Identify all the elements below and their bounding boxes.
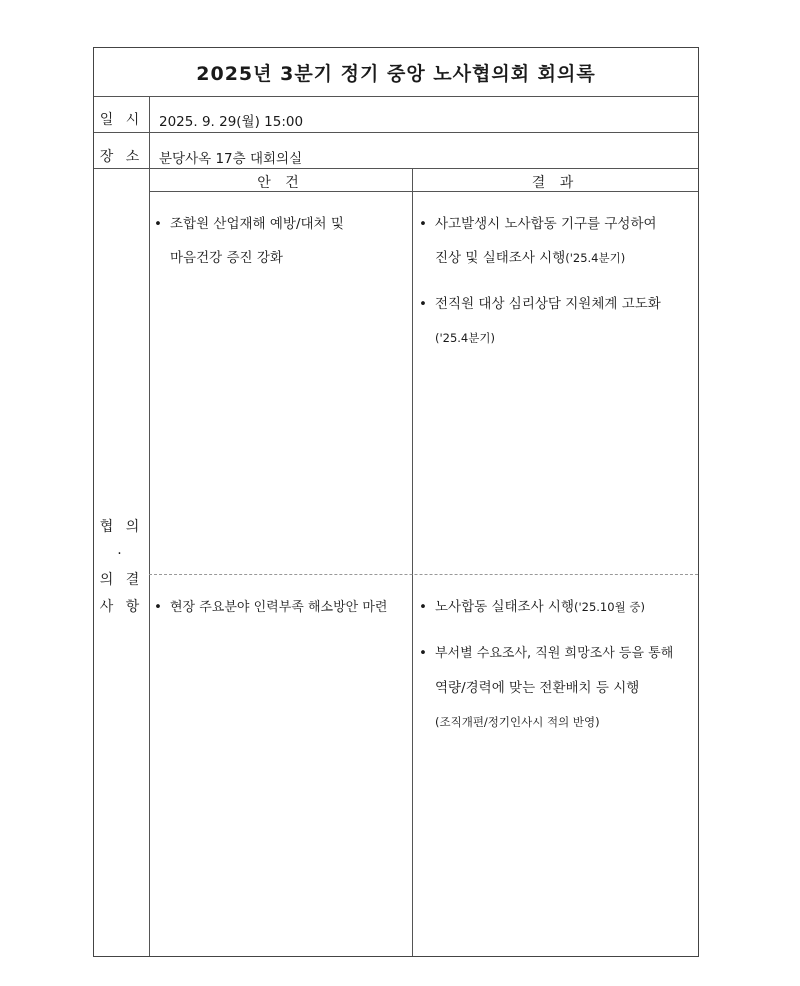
place-label: 장 소 <box>99 149 144 165</box>
agenda-text: 현장 주요분야 인력부족 해소방안 마련 <box>170 600 388 615</box>
result-text: 진상 및 실태조사 시행 <box>435 250 566 266</box>
result-text: 전직원 대상 심리상담 지원체계 고도화 <box>435 296 661 312</box>
date-label: 일 시 <box>99 112 144 128</box>
result-list <box>419 590 697 751</box>
agenda-text: 마음건강 증진 강화 <box>170 250 283 266</box>
result-column-header: 결 과 <box>531 175 579 191</box>
result-note: ('25.4분기) <box>435 331 495 345</box>
result-column-divider <box>412 168 413 956</box>
agenda-column-header: 안 건 <box>257 175 304 191</box>
result-text: 역량/경력에 맞는 전환배치 등 시행 <box>435 680 640 696</box>
agenda-item <box>154 590 409 625</box>
document-title: 2025년 3분기 정기 중앙 노사협의회 회의록 <box>196 62 596 85</box>
agenda-list <box>154 590 409 637</box>
section-divider <box>149 574 698 575</box>
side-label-line: 협 의 <box>99 519 144 535</box>
result-list <box>419 207 697 367</box>
result-text: 노사합동 실태조사 시행 <box>435 599 574 615</box>
result-text: 부서별 수요조사, 직원 희망조사 등을 통해 <box>435 646 674 661</box>
result-item <box>419 207 697 275</box>
result-note: (조직개편/정기인사시 적의 반영) <box>435 715 600 729</box>
result-item <box>419 590 697 624</box>
side-label-line: 사 항 <box>99 598 144 615</box>
result-item <box>419 636 697 739</box>
result-note: ('25.10월 중) <box>574 600 645 614</box>
side-label-line: 의 결 <box>99 572 144 589</box>
agenda-item <box>154 207 409 275</box>
label-column-divider <box>149 96 150 956</box>
date-value: 2025. 9. 29(월) 15:00 <box>159 114 304 130</box>
agenda-list <box>154 207 409 287</box>
divider <box>94 96 698 97</box>
result-note: ('25.4분기) <box>565 251 626 265</box>
minutes-table <box>93 47 699 957</box>
result-text: 사고발생시 노사합동 기구를 구성하여 <box>435 216 657 232</box>
side-label-line: · <box>117 545 126 562</box>
side-label <box>94 514 149 620</box>
divider <box>94 168 698 169</box>
divider <box>94 132 698 133</box>
place-value: 분당사옥 17층 대회의실 <box>159 151 303 167</box>
agenda-text: 조합원 산업재해 예방/대처 및 <box>170 216 344 232</box>
result-item <box>419 287 697 355</box>
divider <box>149 191 698 192</box>
